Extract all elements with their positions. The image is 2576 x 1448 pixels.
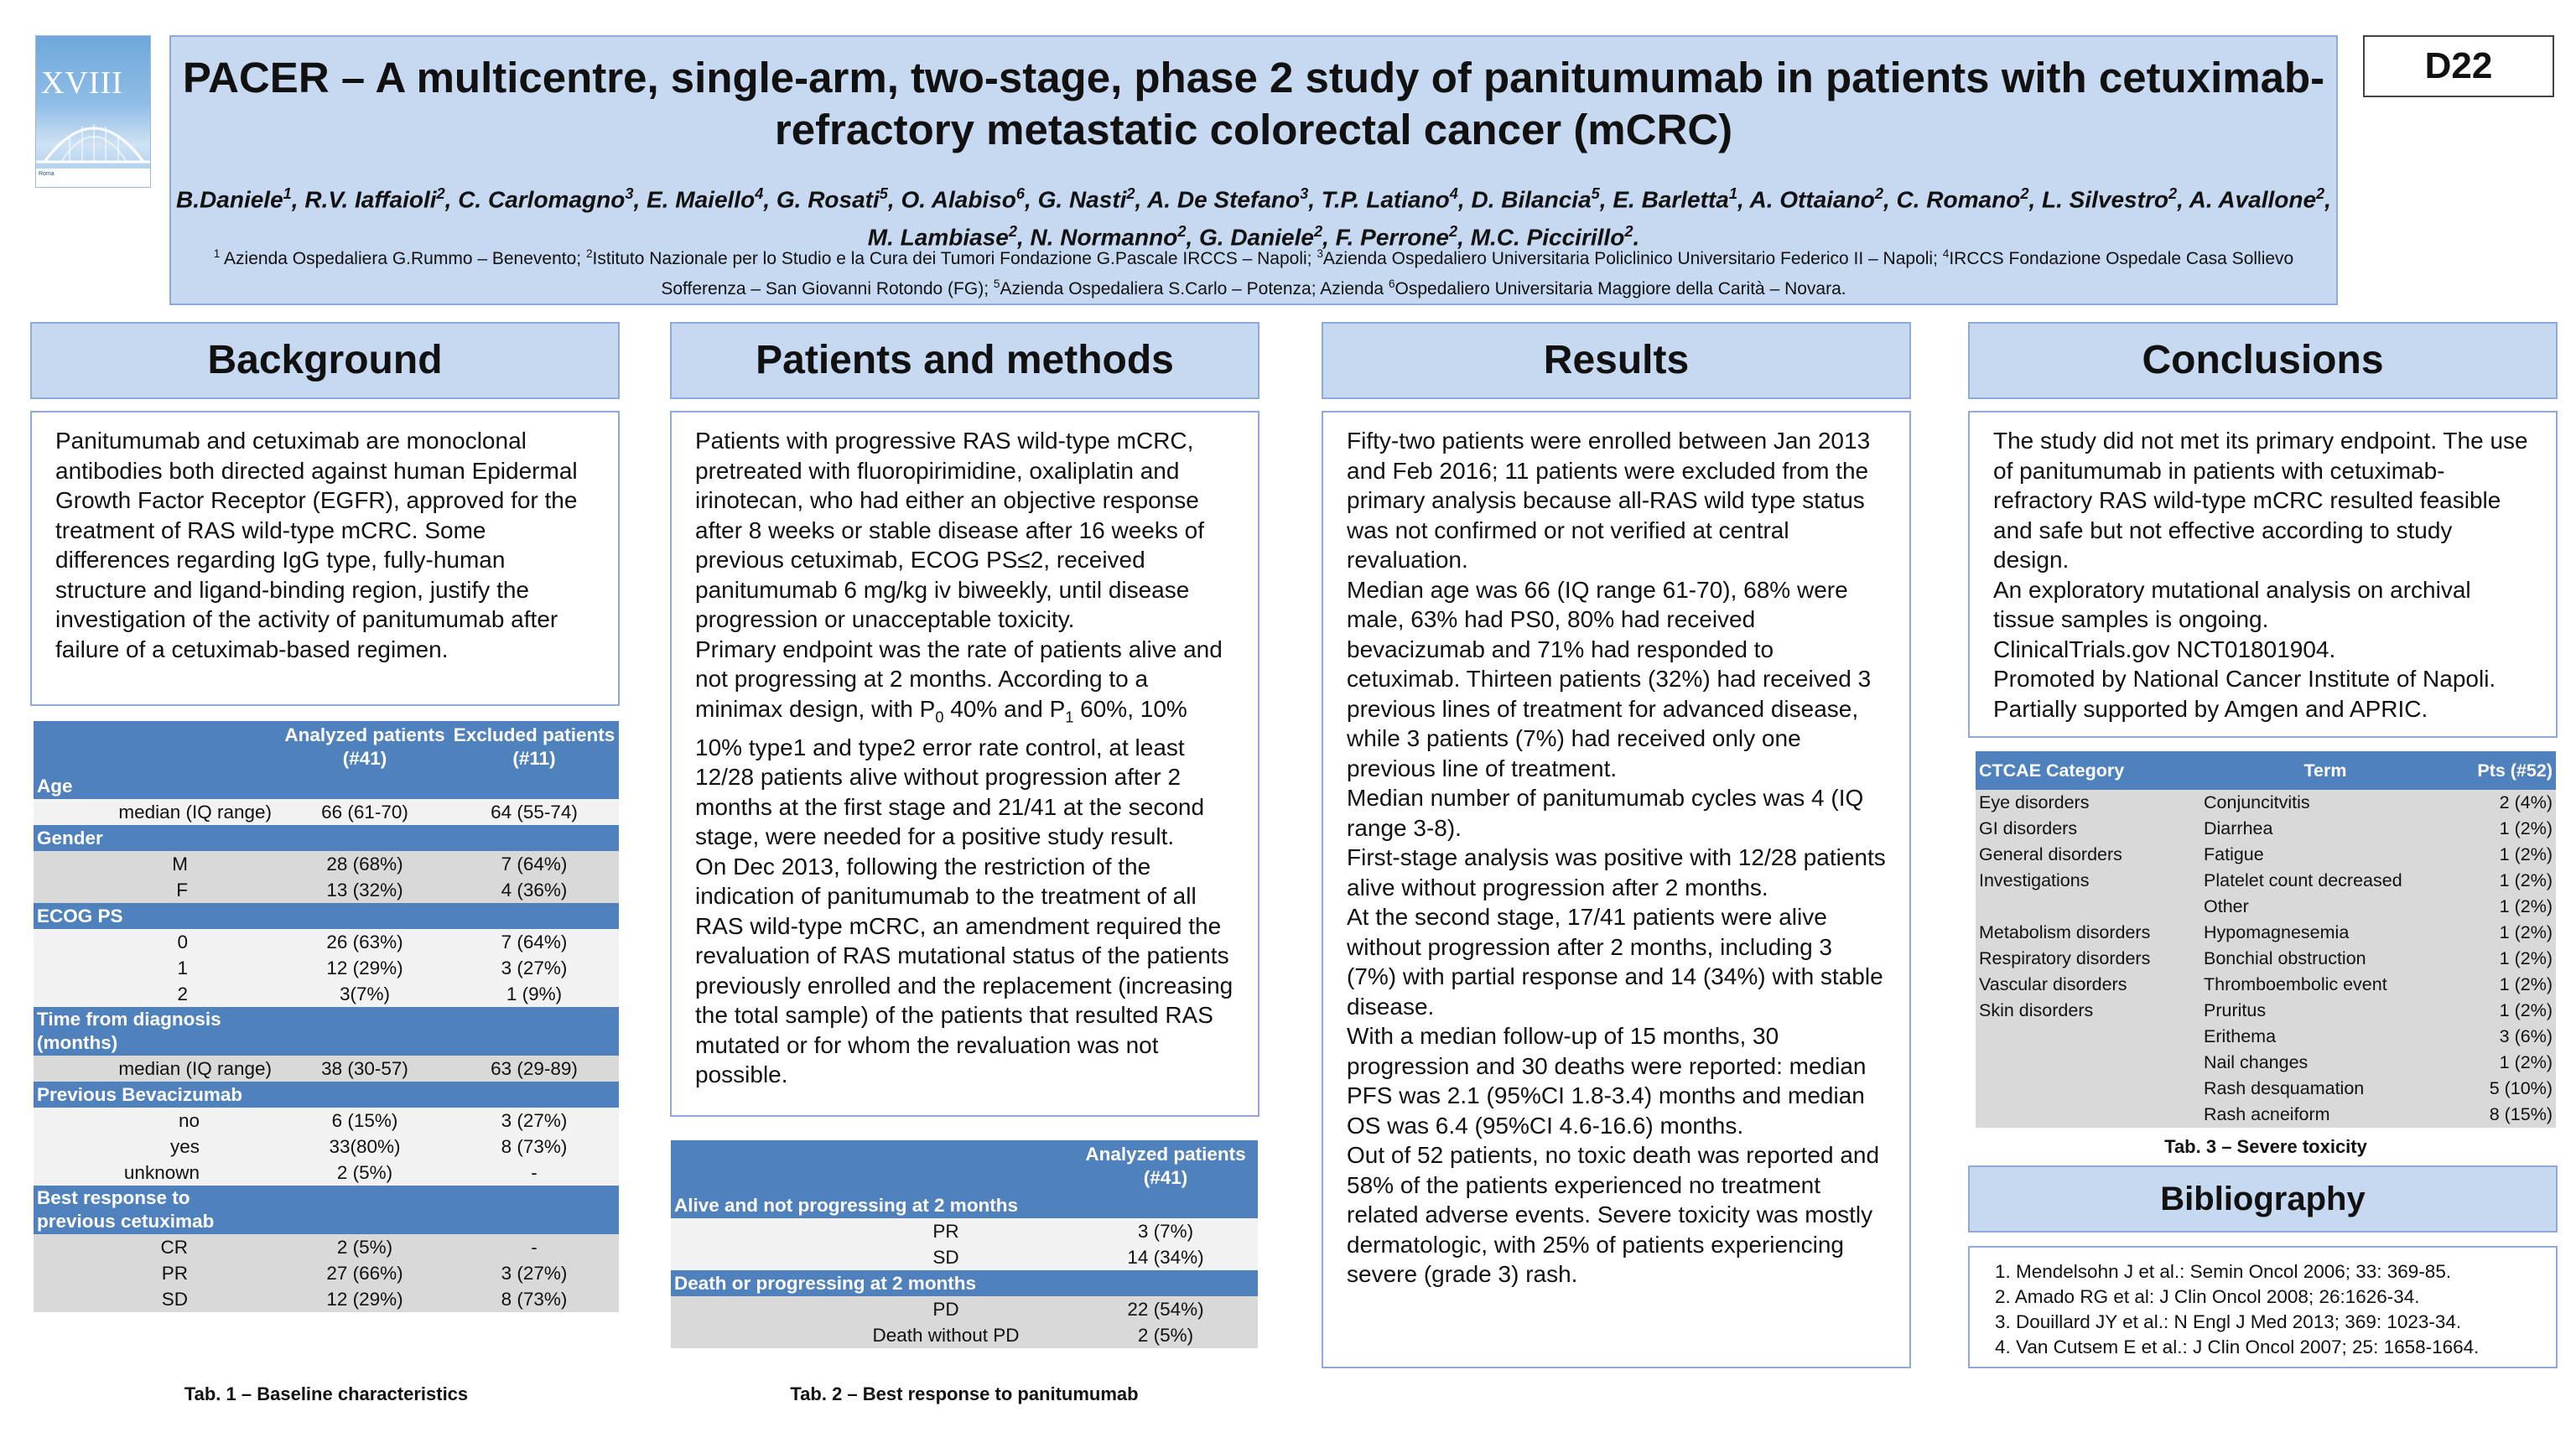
table-row <box>1976 790 2556 816</box>
conclusions-heading: Conclusions <box>1968 322 2558 399</box>
toxicity-term: Hypomagnesemia <box>2200 920 2450 946</box>
excluded-value: 4 (36%) <box>449 877 619 903</box>
affiliation-number: 2 <box>585 247 593 260</box>
author-name: B.Daniele <box>176 186 283 213</box>
row-label: F <box>34 877 280 903</box>
table-group-row <box>34 773 619 799</box>
author-name: R.V. Iaffaioli <box>304 186 437 213</box>
ctcae-category: Eye disorders <box>1976 790 2200 816</box>
patient-count: 3 (6%) <box>2450 1024 2556 1050</box>
poster-code: D22 <box>2363 35 2554 97</box>
table-row <box>34 1134 619 1160</box>
table-row <box>1976 894 2556 920</box>
excluded-value: - <box>449 1160 619 1186</box>
author-affiliation-ref: 5 <box>1591 185 1600 202</box>
patient-count: 1 (2%) <box>2450 998 2556 1024</box>
author-name: G. Nasti <box>1037 186 1127 213</box>
author-affiliation-ref: 2 <box>1126 185 1135 202</box>
author-name: G. Rosati <box>776 186 880 213</box>
ctcae-category <box>1976 1102 2200 1128</box>
patient-count: 1 (2%) <box>2450 946 2556 972</box>
excluded-value: 7 (64%) <box>449 851 619 877</box>
affiliation-number: 1 <box>213 247 221 260</box>
background-text: Panitumumab and cetuximab are monoclonal antibodies both directed against human Epidermal Growth Factor Receptor (EGFR), approved for the treatment of RAS wild-type mCRC. Some differences regarding IgG type, fully-human structure and ligand-binding region, justify the investigation of the activity of panitumumab after failure of a cetuximab-based regimen. <box>55 428 578 662</box>
analyzed-value: 12 (29%) <box>280 955 449 981</box>
author-name: L. Silvestro <box>2042 186 2168 213</box>
methods-heading: Patients and methods <box>670 322 1259 399</box>
ctcae-category <box>1976 1024 2200 1050</box>
group-label: Time from diagnosis (months) <box>34 1007 619 1056</box>
author-affiliation-ref: 2 <box>1449 223 1458 241</box>
toxicity-term: Erithema <box>2200 1024 2450 1050</box>
results-paragraph: Fifty-two patients were enrolled between Jan 2013 and Feb 2016; 11 patients were excluded from the primary analysis because all-RAS wild type status was not confirmed or not verified at central revaluation. <box>1347 428 1871 573</box>
results-paragraph: Median number of panitumumab cycles was 4 (IQ range 3-8). <box>1347 785 1864 841</box>
author-affiliation-ref: 2 <box>1313 223 1323 241</box>
table-row <box>34 877 619 903</box>
row-label: M <box>34 851 280 877</box>
author-name: N. Normanno <box>1030 224 1178 251</box>
table-row <box>34 799 619 825</box>
excluded-value: 3 (27%) <box>449 1108 619 1134</box>
column-header: Analyzed patients (#41) <box>1073 1140 1258 1192</box>
table3-caption: Tab. 3 – Severe toxicity <box>2164 1136 2367 1157</box>
table-group-row <box>34 1082 619 1108</box>
table-header-row <box>1976 751 2556 790</box>
table-row <box>1976 1076 2556 1102</box>
author-affiliation-ref: 3 <box>1300 185 1309 202</box>
table-row <box>34 1260 619 1286</box>
patient-count: 1 (2%) <box>2450 868 2556 894</box>
table-row <box>1976 842 2556 868</box>
table-row <box>34 851 619 877</box>
table-header-row <box>34 721 619 773</box>
author-name: M. Lambiase <box>867 224 1009 251</box>
row-label: 0 <box>34 929 280 955</box>
analyzed-value: 28 (68%) <box>280 851 449 877</box>
analyzed-value: 3(7%) <box>280 981 449 1007</box>
author-affiliation-ref: 4 <box>755 185 764 202</box>
analyzed-value: 13 (32%) <box>280 877 449 903</box>
author-name: D. Bilancia <box>1471 186 1592 213</box>
ctcae-category <box>1976 894 2200 920</box>
group-label: ECOG PS <box>34 903 619 929</box>
author-list: B.Daniele$^1$, R.V. Iaffaioli$^2$, C. Carlomagno$^3$, E. Maiello$^4$, G. Rosati$^5$, O. Alabiso$^6$, G. Nasti$^2$, A. De Stefano$^3$, T.P. Latiano$^4$, D. Bilancia$^5$, E. Barletta$^1$, A. Ottaiano$^2$, C. Romano$^2$, L. Silvestro$^2$, A. Avallone$^2$, M. Lambiase$^2$, N. Normanno$^2$, G. Daniele$^2$, F. Perrone$^2$, M.C. Piccirillo$^2$. <box>176 185 2331 251</box>
excluded-value: 8 (73%) <box>449 1286 619 1312</box>
row-label: 2 <box>34 981 280 1007</box>
table-group-row <box>34 903 619 929</box>
table-row <box>34 1234 619 1260</box>
excluded-value: 3 (27%) <box>449 955 619 981</box>
poster-title: PACER – A multicentre, single-arm, two-stage, phase 2 study of panitumumab in patients with cetuximab-refractory metastatic colorectal cancer (mCRC) <box>182 54 2325 153</box>
table-row <box>671 1322 1258 1348</box>
author-affiliation-ref: 2 <box>2020 185 2029 202</box>
results-paragraph: With a median follow-up of 15 months, 30 progression and 30 deaths were reported: median PFS was 2.1 (95%CI 1.8-3.4) months and median OS was 6.4 (95%CI 4.6-16.6) months. <box>1347 1023 1867 1139</box>
group-label: Death or progressing at 2 months <box>671 1270 1258 1296</box>
author-affiliation-ref: 2 <box>2316 185 2325 202</box>
affiliations <box>188 241 2319 302</box>
ctcae-category <box>1976 1050 2200 1076</box>
column-header: Pts (#52) <box>2450 751 2556 790</box>
analyzed-value: 6 (15%) <box>280 1108 449 1134</box>
table-row <box>34 981 619 1007</box>
author-affiliation-ref: 1 <box>1728 185 1737 202</box>
analyzed-value: 2 (5%) <box>280 1160 449 1186</box>
author-name: C. Carlomagno <box>458 186 626 213</box>
severe-toxicity-table <box>1976 751 2556 1128</box>
affiliation-text: Azienda Ospedaliera S.Carlo – Potenza; Azienda <box>1000 279 1389 298</box>
results-heading: Results <box>1322 322 1911 399</box>
patient-count: 2 (4%) <box>2450 790 2556 816</box>
analyzed-value: 26 (63%) <box>280 929 449 955</box>
analyzed-value: 27 (66%) <box>280 1260 449 1286</box>
conclusions-paragraph: An exploratory mutational analysis on archival tissue samples is ongoing. <box>1993 576 2471 632</box>
background-text-box <box>30 411 620 706</box>
author-name: A. Avallone <box>2189 186 2317 213</box>
row-label: yes <box>34 1134 280 1160</box>
table-row <box>1976 972 2556 998</box>
results-paragraph: Median age was 66 (IQ range 61-70), 68% were male, 63% had PS0, 80% had received bevacizumab and 71% had responded to cetuximab. Thirteen patients (32%) had received 3 previous lines of treatment for advanced disease, while 3 patients (7%) had received only one previous line of treatment. <box>1347 576 1872 781</box>
affiliation-number: 5 <box>993 278 1000 290</box>
bibliography-item: 1. Mendelsohn J et al.: Semin Oncol 2006; 33: 369-85. <box>1995 1261 2452 1282</box>
patient-count: 1 (2%) <box>2450 842 2556 868</box>
row-label: PR <box>34 1260 280 1286</box>
author-affiliation-ref: 4 <box>1449 185 1458 202</box>
conclusions-paragraph: Partially supported by Amgen and APRIC. <box>1993 695 2428 722</box>
conclusions-text-box <box>1968 411 2558 738</box>
author-name: M.C. Piccirillo <box>1470 224 1625 251</box>
ctcae-category: GI disorders <box>1976 816 2200 842</box>
row-label: median (IQ range) <box>34 1056 280 1082</box>
analyzed-value: 38 (30-57) <box>280 1056 449 1082</box>
methods-p2: Primary endpoint was the rate of patients alive and not progressing at 2 months. According to a minimax design, with $P_0$ 40% and $P_1$ 60%, 10% 10% type1 and type2 error rate control, at least 12/28 patients alive without progression after 2 months at the first stage and 21/41 at the second stage, were needed for a positive study result. <box>695 636 1223 850</box>
toxicity-term: Rash desquamation <box>2200 1076 2450 1102</box>
column-header: Analyzed patients (#41) <box>280 721 449 773</box>
table-group-row <box>34 825 619 851</box>
table2-caption: Tab. 2 – Best response to panitumumab <box>790 1383 1139 1404</box>
excluded-value: 7 (64%) <box>449 929 619 955</box>
methods-p1: Patients with progressive RAS wild-type mCRC, pretreated with fluoropirimidine, oxaliplatin and irinotecan, who had either an objective response after 8 weeks or stable disease after 16 weeks of previous cetuximab, ECOG PS≤2, received panitumumab 6 mg/kg iv biweekly, until disease progression or unacceptable toxicity. <box>695 428 1204 632</box>
toxicity-term: Bonchial obstruction <box>2200 946 2450 972</box>
table-group-row <box>671 1270 1258 1296</box>
excluded-value: - <box>449 1234 619 1260</box>
bibliography-item: 2. Amado RG et al: J Clin Oncol 2008; 26:1626-34. <box>1995 1286 2420 1307</box>
table-row <box>34 955 619 981</box>
patient-count: 1 (2%) <box>2450 1050 2556 1076</box>
author-affiliation-ref: 2 <box>436 185 445 202</box>
toxicity-term: Thromboembolic event <box>2200 972 2450 998</box>
author-affiliation-ref: 3 <box>625 185 634 202</box>
results-paragraph: First-stage analysis was positive with 12/28 patients alive without progression after 2 months. <box>1347 844 1886 900</box>
author-affiliation-ref: 6 <box>1015 185 1026 202</box>
toxicity-term: Rash acneiform <box>2200 1102 2450 1128</box>
toxicity-term: Conjuncitvitis <box>2200 790 2450 816</box>
conclusions-paragraph: The study did not met its primary endpoint. The use of panitumumab in patients with cetuximab-refractory RAS wild-type mCRC resulted feasible and safe but not effective according to study design. <box>1993 428 2528 573</box>
ctcae-category <box>1976 1076 2200 1102</box>
table1-caption: Tab. 1 – Baseline characteristics <box>184 1383 469 1404</box>
author-affiliation-ref: 2 <box>1008 223 1017 241</box>
row-label: no <box>34 1108 280 1134</box>
bibliography-heading: Bibliography <box>1968 1165 2558 1233</box>
table-row <box>34 1286 619 1312</box>
conclusions-paragraph: ClinicalTrials.gov NCT01801904. <box>1993 636 2336 662</box>
patient-count: 8 (15%) <box>2450 1102 2556 1128</box>
author-affiliation-ref: 2 <box>1874 185 1883 202</box>
conclusions-paragraph: Promoted by National Cancer Institute of Napoli. <box>1993 666 2496 692</box>
affiliation-text: Ospedaliero Universitaria Maggiore della Carità – Novara. <box>1394 279 1846 298</box>
table-row <box>1976 998 2556 1024</box>
patient-count: 1 (2%) <box>2450 816 2556 842</box>
author-affiliation-ref: 5 <box>879 185 888 202</box>
row-label: SD <box>34 1286 280 1312</box>
analyzed-value: 22 (54%) <box>1073 1296 1258 1322</box>
toxicity-term: Nail changes <box>2200 1050 2450 1076</box>
analyzed-value: 3 (7%) <box>1073 1218 1258 1244</box>
analyzed-value: 14 (34%) <box>1073 1244 1258 1270</box>
author-name: E. Barletta <box>1613 186 1729 213</box>
table-row <box>671 1244 1258 1270</box>
author-name: A. De Stefano <box>1147 186 1301 213</box>
author-name: T.P. Latiano <box>1321 186 1450 213</box>
toxicity-term: Diarrhea <box>2200 816 2450 842</box>
analyzed-value: 2 (5%) <box>1073 1322 1258 1348</box>
patient-count: 1 (2%) <box>2450 972 2556 998</box>
bibliography-item: 3. Douillard JY et al.: N Engl J Med 2013; 369: 1023-34. <box>1995 1311 2462 1332</box>
table-group-row <box>34 1007 619 1056</box>
table-row <box>671 1218 1258 1244</box>
affiliation-text: Azienda Ospedaliera G.Rummo – Benevento; <box>220 249 586 268</box>
group-label: Age <box>34 773 619 799</box>
ctcae-category: Skin disorders <box>1976 998 2200 1024</box>
author-name: F. Perrone <box>1335 224 1450 251</box>
author-name: E. Maiello <box>647 186 756 213</box>
column-header <box>34 721 280 773</box>
table-header-row <box>671 1140 1258 1192</box>
row-label: Death without PD <box>671 1322 1073 1348</box>
ctcae-category: Vascular disorders <box>1976 972 2200 998</box>
table-row <box>1976 868 2556 894</box>
group-label: Gender <box>34 825 619 851</box>
methods-text-box <box>670 411 1259 1117</box>
table-row <box>1976 1102 2556 1128</box>
analyzed-value: 33(80%) <box>280 1134 449 1160</box>
row-label: unknown <box>34 1160 280 1186</box>
affiliation-number: 4 <box>1942 247 1950 260</box>
patient-count: 5 (10%) <box>2450 1076 2556 1102</box>
table-row <box>34 1056 619 1082</box>
group-label: Best response to previous cetuximab <box>34 1186 619 1234</box>
analyzed-value: 2 (5%) <box>280 1234 449 1260</box>
row-label: PD <box>671 1296 1073 1322</box>
table-row <box>34 1108 619 1134</box>
table-row <box>1976 1050 2556 1076</box>
toxicity-term: Pruritus <box>2200 998 2450 1024</box>
author-name: C. Romano <box>1896 186 2021 213</box>
background-heading: Background <box>30 322 620 399</box>
author-affiliation-ref: 2 <box>1624 223 1633 241</box>
table-group-row <box>671 1192 1258 1218</box>
author-name: O. Alabiso <box>901 186 1016 213</box>
group-label: Previous Bevacizumab <box>34 1082 619 1108</box>
column-header: Excluded patients (#11) <box>449 721 619 773</box>
excluded-value: 8 (73%) <box>449 1134 619 1160</box>
row-label: CR <box>34 1234 280 1260</box>
affiliation-text: Azienda Ospedaliero Universitaria Policlinico Universitario Federico II – Napoli; <box>1322 249 1943 268</box>
toxicity-term: Fatigue <box>2200 842 2450 868</box>
row-label: median (IQ range) <box>34 799 280 825</box>
excluded-value: 63 (29-89) <box>449 1056 619 1082</box>
table-row <box>671 1296 1258 1322</box>
poster-header <box>169 35 2338 305</box>
ctcae-category: Investigations <box>1976 868 2200 894</box>
author-affiliation-ref: 2 <box>2168 185 2178 202</box>
table-row <box>34 1160 619 1186</box>
column-header: CTCAE Category <box>1976 751 2200 790</box>
affiliation-text: IRCCS Fondazione Ospedale Casa Sollievo Sofferenza – San Giovanni Rotondo (FG); <box>661 249 2294 298</box>
column-header <box>671 1140 1073 1192</box>
table-row <box>34 929 619 955</box>
row-label: 1 <box>34 955 280 981</box>
excluded-value: 3 (27%) <box>449 1260 619 1286</box>
author-affiliation-ref: 1 <box>283 185 292 202</box>
row-label: PR <box>671 1218 1073 1244</box>
analyzed-value: 12 (29%) <box>280 1286 449 1312</box>
ctcae-category: General disorders <box>1976 842 2200 868</box>
table-row <box>1976 946 2556 972</box>
excluded-value: 64 (55-74) <box>449 799 619 825</box>
results-text-box <box>1322 411 1911 1368</box>
affiliation-text: Istituto Nazionale per lo Studio e la Cura dei Tumori Fondazione G.Pascale IRCCS – Napoli; <box>592 249 1317 268</box>
ctcae-category: Respiratory disorders <box>1976 946 2200 972</box>
author-affiliation-ref: 2 <box>1177 223 1187 241</box>
toxicity-term: Platelet count decreased <box>2200 868 2450 894</box>
best-response-table <box>671 1140 1258 1348</box>
table-row <box>1976 920 2556 946</box>
congress-logo <box>35 35 151 188</box>
ctcae-category: Metabolism disorders <box>1976 920 2200 946</box>
table-row <box>1976 1024 2556 1050</box>
bibliography-list <box>1968 1246 2558 1368</box>
table-group-row <box>34 1186 619 1234</box>
patient-count: 1 (2%) <box>2450 894 2556 920</box>
results-paragraph: Out of 52 patients, no toxic death was reported and 58% of the patients experienced no treatment related adverse events. Severe toxicity was mostly dermatologic, with 25% of patients experiencing severe (grade 3) rash. <box>1347 1142 1880 1287</box>
excluded-value: 1 (9%) <box>449 981 619 1007</box>
patient-count: 1 (2%) <box>2450 920 2556 946</box>
row-label: SD <box>671 1244 1073 1270</box>
baseline-characteristics-table <box>34 721 619 1312</box>
author-name: A. Ottaiano <box>1749 186 1875 213</box>
toxicity-term: Other <box>2200 894 2450 920</box>
analyzed-value: 66 (61-70) <box>280 799 449 825</box>
column-header: Term <box>2200 751 2450 790</box>
methods-p3: On Dec 2013, following the restriction of the indication of panitumumab to the treatment of all RAS wild-type mCRC, an amendment required the revaluation of RAS mutational status of the patients previously enrolled and the replacement (increasing the total sample) of the patients that resulted RAS mutated or for whom the revaluation was not possible. <box>695 853 1233 1088</box>
affiliation-number: 3 <box>1317 247 1323 260</box>
bridge-illustration <box>36 103 151 170</box>
author-name: G. Daniele <box>1199 224 1314 251</box>
results-paragraph: At the second stage, 17/41 patients were alive without progression after 2 months, including 3 (7%) with partial response and 14 (34%) with stable disease. <box>1347 904 1883 1020</box>
affiliation-number: 6 <box>1388 278 1395 290</box>
group-label: Alive and not progressing at 2 months <box>671 1192 1258 1218</box>
bibliography-item: 4. Van Cutsem E et al.: J Clin Oncol 2007; 25: 1658-1664. <box>1995 1336 2480 1357</box>
logo-caption: Roma <box>36 169 151 187</box>
table-row <box>1976 816 2556 842</box>
logo-numeral: XVIII <box>41 65 123 101</box>
